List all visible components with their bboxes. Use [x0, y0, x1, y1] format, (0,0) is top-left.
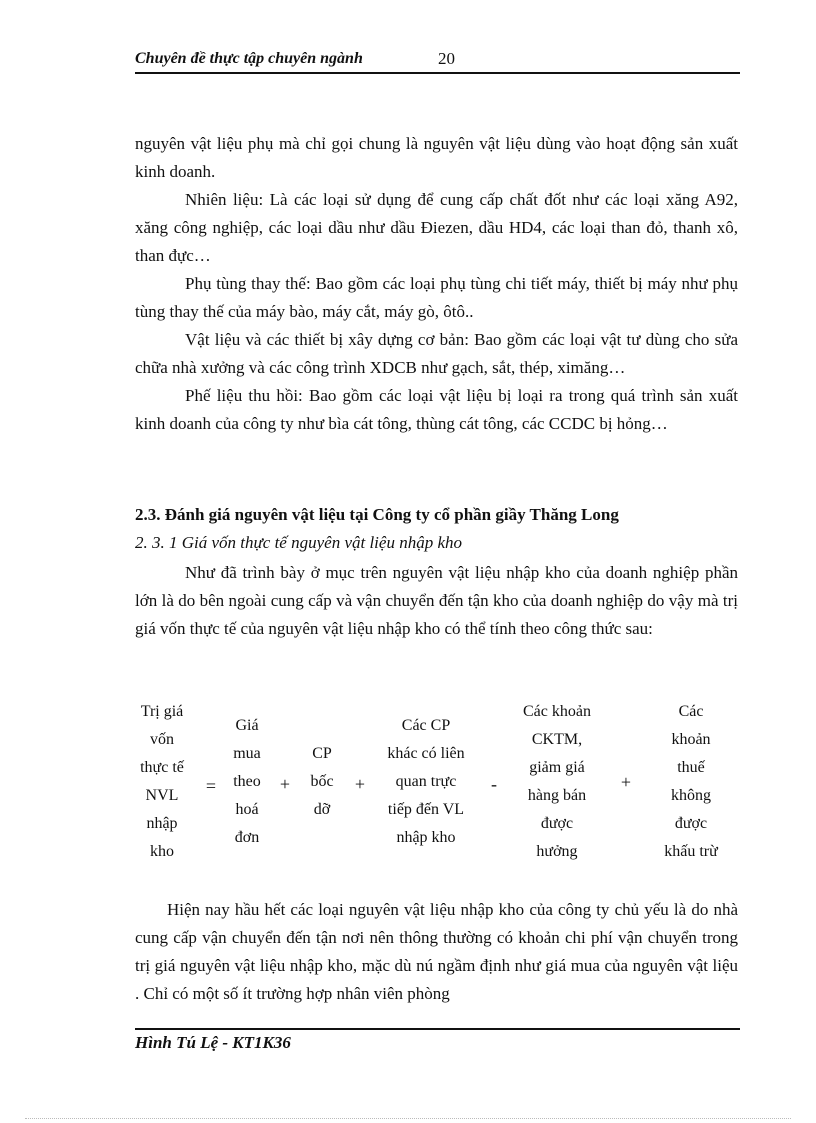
page-footer: [135, 1028, 740, 1053]
paragraph: Nhiên liệu: Là các loại sử dụng để cung cấp chất đốt như các loại xăng A92, xăng công nghiệp, các loại dầu như dầu Điezen, dầu HD4, các loại than đỏ, thanh xô, than đực…: [135, 190, 738, 265]
paragraph: Phụ tùng thay thế: Bao gồm các loại phụ tùng chi tiết máy, thiết bị máy như phụ tùng thay thế của máy bào, máy cắt, máy gò, ôtô..: [135, 274, 738, 321]
paragraph: Phế liệu thu hồi: Bao gồm các loại vật liệu bị loại ra trong quá trình sản xuất kinh doanh của công ty như bìa cát tông, thùng cát tông, các CCDC bị hỏng…: [135, 386, 738, 433]
paragraph: Vật liệu và các thiết bị xây dựng cơ bản: Bao gồm các loại vật tư dùng cho sửa chữa nhà xưởng và các công trình XDCB như gạch, sắt, thép, ximăng…: [135, 330, 738, 377]
paragraph: nguyên vật liệu phụ mà chỉ gọi chung là nguyên vật liệu dùng vào hoạt động sản xuất kinh doanh.: [135, 134, 738, 181]
formula-result: Trị giá vốn thực tế NVL nhập kho: [140, 703, 184, 860]
paragraph: Như đã trình bày ở mục trên nguyên vật liệu nhập kho của doanh nghiệp phần lớn là do bên ngoài cung cấp và vận chuyển đến tận kho của doanh nghiệp do vậy mà trị giá vốn thực tế của nguyên vật liệu nhập kho có thể tính theo công thức sau:: [135, 563, 738, 638]
formula-purchase-price: Giá mua theo hoá đơn: [233, 717, 261, 846]
equals-sign: =: [205, 776, 217, 796]
subsection-heading: 2. 3. 1 Giá vốn thực tế nguyên vật liệu nhập kho: [135, 533, 463, 552]
plus-sign: +: [279, 774, 291, 794]
section-heading: 2.3. Đánh giá nguyên vật liệu tại Công ty cổ phần giầy Thăng Long: [135, 505, 619, 524]
formula-other-costs: Các CP khác có liên quan trực tiếp đến VL nhập kho: [387, 717, 465, 846]
plus-sign: +: [620, 772, 632, 792]
paragraph: Hiện nay hầu hết các loại nguyên vật liệu nhập kho của công ty chủ yếu là do nhà cung cấp vận chuyển đến tận nơi nên thông thường có khoản chi phí vận chuyển trong trị giá nguyên vật liệu nhập kho, mặc dù nú ngầm định như giá mua của nguyên vật liệu . Chỉ có một số ít trường hợp nhân viên phòng: [135, 900, 738, 1003]
page-header: [135, 48, 740, 74]
plus-sign: +: [354, 774, 366, 794]
formula-discounts: Các khoản CKTM, giảm giá hàng bán được hưởng: [523, 703, 591, 860]
page-number: 20: [438, 49, 455, 68]
formula-handling-cost: CP bốc dỡ: [310, 745, 334, 818]
cost-formula: [130, 698, 742, 868]
intro-text: [135, 130, 738, 438]
footer-author: Hình Tú Lệ - KT1K36: [135, 1033, 291, 1052]
section-text: [135, 559, 738, 643]
document-title: Chuyên đề thực tập chuyên ngành: [135, 50, 363, 67]
closing-text: [135, 896, 738, 1008]
minus-sign: -: [491, 774, 497, 794]
formula-taxes: Các khoản thuế không được khấu trừ: [664, 703, 718, 860]
page-edge-divider: [25, 1118, 791, 1119]
